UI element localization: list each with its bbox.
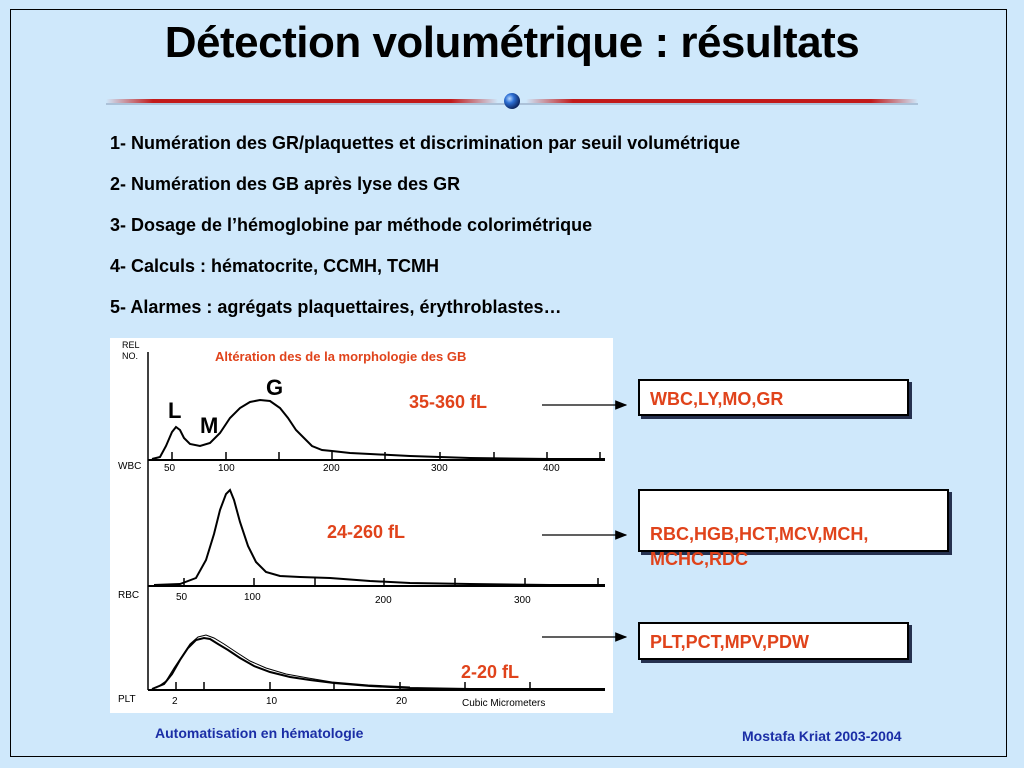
y-label-bottom: NO. xyxy=(122,351,139,361)
plt-curve xyxy=(152,638,605,689)
wbc-panel xyxy=(118,375,605,474)
key-point: 3- Dosage de l’hémoglobine par méthode colorimétrique xyxy=(110,215,593,235)
wbc-range: 35-360 fL xyxy=(409,392,488,412)
key-points-list xyxy=(110,129,740,334)
rbc-panel-label: RBC xyxy=(118,590,140,601)
key-point: 2- Numération des GB après lyse des GR xyxy=(110,174,461,194)
rbc-parameters: RBC,HGB,HCT,MCV,MCH, MCHC,RDC xyxy=(650,524,869,569)
wbc-curve xyxy=(152,400,605,459)
wbc-tick-label: 100 xyxy=(218,463,235,474)
figure-heading: Altération des de la morphologie des GB xyxy=(215,349,467,364)
plt-range: 2-20 fL xyxy=(461,662,520,682)
rbc-tick-label: 300 xyxy=(514,595,531,606)
x-axis-unit: Cubic Micrometers xyxy=(462,698,546,709)
plt-tick-label: 2 xyxy=(172,696,178,707)
plt-panel xyxy=(118,635,605,709)
plt-parameters: PLT,PCT,MPV,PDW xyxy=(650,632,810,652)
divider-ball xyxy=(504,93,520,109)
rbc-tick-label: 50 xyxy=(176,592,188,603)
wbc-parameters-box xyxy=(638,379,909,416)
wbc-tick-label: 200 xyxy=(323,463,340,474)
y-label-top: REL xyxy=(122,340,140,350)
plt-panel-label: PLT xyxy=(118,694,136,705)
wbc-peak-label: G xyxy=(266,375,284,400)
rbc-range: 24-260 fL xyxy=(327,522,406,542)
rbc-tick-label: 200 xyxy=(375,595,392,606)
wbc-parameters: WBC,LY,MO,GR xyxy=(650,389,784,409)
title-divider xyxy=(100,88,924,114)
key-point: 5- Alarmes : agrégats plaquettaires, érythroblastes… xyxy=(110,297,562,317)
plt-tick-label: 10 xyxy=(266,696,278,707)
plt-parameters-box xyxy=(638,622,909,660)
wbc-panel-label: WBC xyxy=(118,461,142,472)
plt-tick-label: 20 xyxy=(396,696,408,707)
wbc-peak-label: L xyxy=(168,398,182,423)
key-point: 4- Calculs : hématocrite, CCMH, TCMH xyxy=(110,256,440,276)
footer-course-title: Automatisation en hématologie xyxy=(155,725,364,741)
wbc-tick-label: 400 xyxy=(543,463,560,474)
wbc-tick-label: 300 xyxy=(431,463,448,474)
wbc-tick-label: 50 xyxy=(164,463,176,474)
rbc-parameters-box xyxy=(638,489,949,569)
rbc-tick-label: 100 xyxy=(244,592,261,603)
key-point: 1- Numération des GR/plaquettes et discrimination par seuil volumétrique xyxy=(110,133,741,153)
footer-author: Mostafa Kriat 2003-2004 xyxy=(742,728,902,744)
rbc-panel xyxy=(118,490,605,606)
wbc-peak-label: M xyxy=(200,413,219,438)
slide-title: Détection volumétrique : résultats xyxy=(164,18,860,67)
